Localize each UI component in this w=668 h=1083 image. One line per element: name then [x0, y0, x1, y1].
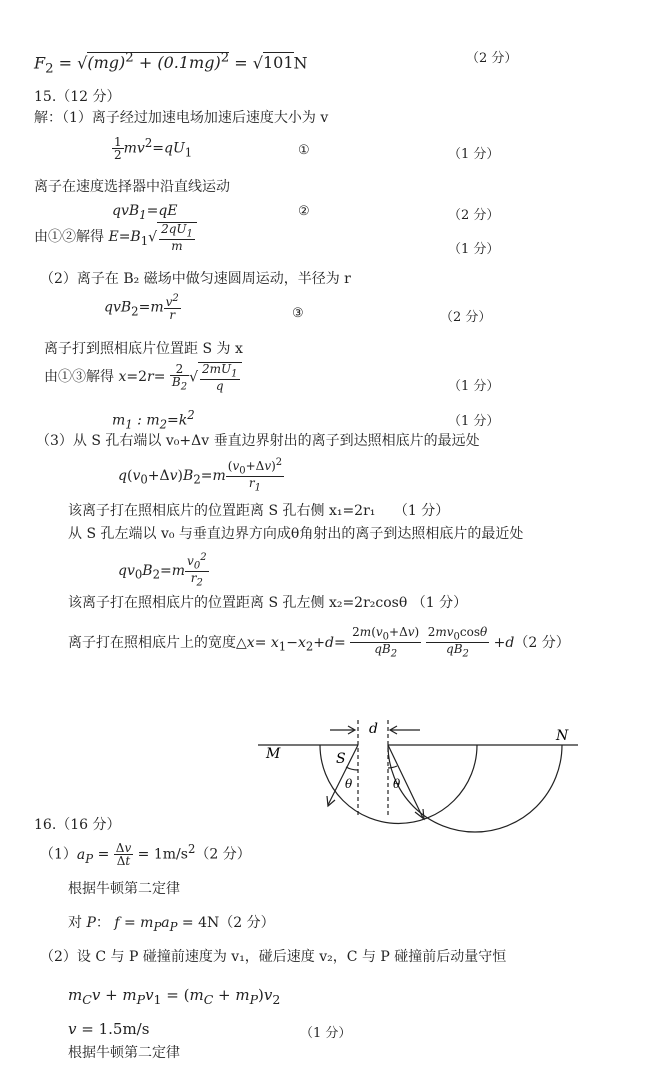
q16-line2: 根据牛顿第二定律 [68, 881, 180, 897]
q16-line3: 对 P： $f = m_Pa_P = 4N(2$ 分） [68, 915, 275, 934]
q15-intro: 解：（1）离子经过加速电场加速后速度大小为 v [34, 110, 329, 126]
label-m: M [266, 746, 281, 762]
score: （2 分） [466, 51, 518, 66]
label-theta-right: θ [393, 777, 401, 791]
marker-1: ① [298, 143, 310, 158]
q15-part3: （3）从 S 孔右端以 v₀+Δv 垂直边界射出的离子到达照相底片的最远处 [36, 433, 480, 449]
q15-line2: 离子在速度选择器中沿直线运动 [34, 179, 230, 195]
formula-f2: $F_2 = √(mg)^2 + (0.1mg)^2 = √101N$ [34, 51, 308, 77]
q16-title: 16.（16 分） [34, 817, 121, 833]
score: （2 分） [440, 310, 492, 325]
label-theta-left: θ [345, 777, 353, 791]
angle-arc-left [346, 767, 358, 770]
q16-part2: （2）设 C 与 P 碰撞前速度为 v₁，碰后速度 v₂，C 与 P 碰撞前后动量守恒 [40, 949, 507, 965]
q16-eq2: v = 1.5m/s [68, 1020, 150, 1038]
eq-5: 由①③解得 x=2r= $\frac{2}{B_2}$ √ $\frac{2mU_1}{q}$ [44, 362, 242, 392]
eq-2: qvB$_1$=qE [112, 203, 178, 222]
score: （1 分） [300, 1026, 352, 1041]
q15-line5: 离子打到照相底片位置距 S 为 x [44, 341, 243, 357]
angle-arc-right [388, 766, 397, 768]
score: （1 分） [448, 147, 500, 162]
marker-3: ③ [292, 306, 304, 321]
score: （1 分） [448, 414, 500, 429]
label-d: d [369, 721, 378, 737]
q15-title: 15.（12 分） [34, 89, 121, 105]
trajectory-large [388, 745, 562, 832]
eq-7: $q(v_0+\Delta v)B_2=m$ $\frac{(v_0+\Delta v)^2}{r_1}$ [118, 457, 283, 494]
eq-6: $m_1$ : $m_2=k^2$ [112, 408, 195, 432]
q15-line10: 该离子打在照相底片的位置距离 S 孔左侧 x₂=2r₂cosθ （1 分） [68, 595, 468, 611]
q15-line11: 离子打在照相底片上的宽度△x= $x_1-x_2+d=$ $\frac{2m(v_0+\Delta v)}{qB_2}$ $\frac{2mv_0\cos\theta}{qB_2}$ +d（2 分） [68, 625, 570, 660]
score: （2 分） [448, 208, 500, 223]
label-n: N [556, 728, 569, 744]
q16-eq1: $m_Cv + m_Pv_1 = (m_C + m_P)v_2$ [68, 986, 281, 1007]
label-s: S [336, 751, 346, 767]
q16-line-last: 根据牛顿第二定律 [68, 1045, 180, 1061]
eq-9: $qv_0B_2=m$ $\frac{v_0^2}{r_2}$ [118, 552, 207, 589]
eq-1: $\frac{1}{2}$ $mv^2=qU_1$ [114, 135, 193, 162]
q16-part1: $(1)a_P$ = $\frac{\Delta v}{\Delta t}$ = $1m/s^2(2$ 分） [40, 841, 251, 868]
q15-line9: 从 S 孔左端以 v₀ 与垂直边界方向成θ角射出的离子到达照相底片的最近处 [68, 526, 524, 542]
eq-4: qvB$_2$=m $\frac{v^2}{r}$ [104, 293, 179, 322]
score: （1 分） [448, 242, 500, 257]
marker-2: ② [298, 204, 310, 219]
score: （1 分） [393, 503, 450, 519]
q15-line8: 该离子打在照相底片的位置距离 S 孔右侧 x₁=2r₁ （1 分） [68, 503, 450, 519]
q15-part2: （2）离子在 B₂ 磁场中做匀速圆周运动，半径为 r [40, 271, 351, 287]
score: （1 分） [448, 379, 500, 394]
eq-3: 由①②解得 $E=B_1√$ $\frac{2qU_1}{m}$ [34, 222, 197, 252]
velocity-left-head [327, 796, 335, 806]
